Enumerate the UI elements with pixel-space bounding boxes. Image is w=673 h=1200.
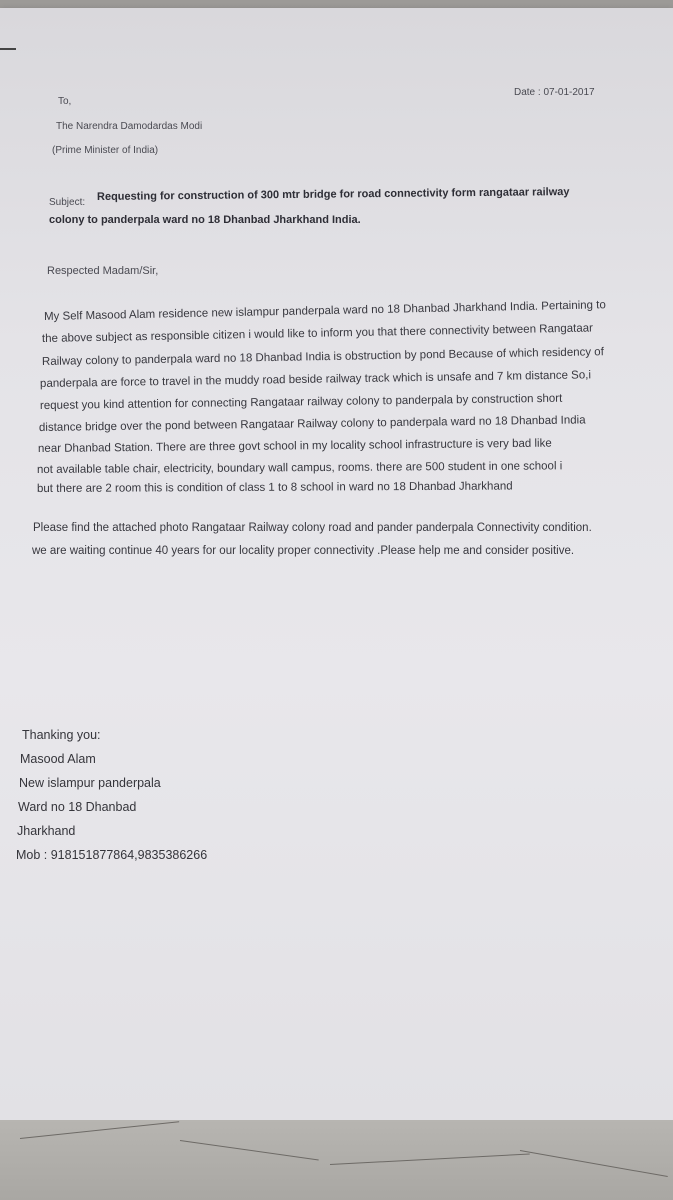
floor-crack — [330, 1154, 530, 1165]
closing-line: we are waiting continue 40 years for our locality proper connectivity .Please help me and consider positive. — [32, 545, 575, 557]
body-line: distance bridge over the pond between Rangataar Railway colony to panderpala ward no 18 Dhanbad India — [38, 414, 586, 434]
letter-date: Date : 07-01-2017 — [514, 87, 595, 98]
signature-line: Jharkhand — [17, 824, 76, 838]
recipient-title: (Prime Minister of India) — [52, 145, 159, 156]
signature-line: Thanking you: — [22, 728, 101, 742]
closing-line: Please find the attached photo Rangataar Railway colony road and pander panderpala Connectivity condition. — [33, 522, 592, 534]
address-to: To, — [58, 96, 72, 107]
body-line: My Self Masood Alam residence new islampur panderpala ward no 18 Dhanbad Jharkhand India. Pertaining to — [43, 299, 606, 323]
letter-page — [0, 8, 673, 1120]
signature-phone: Mob : 918151877864,9835386266 — [16, 848, 208, 862]
recipient-name: The Narendra Damodardas Modi — [56, 121, 203, 132]
signature-line: New islampur panderpala — [19, 776, 161, 790]
floor-crack — [520, 1150, 668, 1177]
subject-label: Subject: — [49, 197, 86, 208]
subject-line: colony to panderpala ward no 18 Dhanbad Jharkhand India. — [49, 214, 361, 226]
body-line: panderpala are force to travel in the muddy road beside railway track which is unsafe and 7 km distance So,i — [39, 369, 592, 390]
floor-crack — [180, 1140, 319, 1160]
floor-surface — [0, 1120, 673, 1200]
body-line: not available table chair, electricity, boundary wall campus, rooms. there are 500 student in one school i — [36, 460, 563, 476]
salutation: Respected Madam/Sir, — [47, 265, 159, 277]
subject-line: Requesting for construction of 300 mtr bridge for road connectivity form rangataar railway — [96, 186, 570, 203]
body-line: near Dhanbad Station. There are three govt school in my locality school infrastructure is very bad like — [37, 437, 552, 455]
body-line: Railway colony to panderpala ward no 18 Dhanbad India is obstruction by pond Because of which residency of — [41, 346, 604, 368]
signature-line: Ward no 18 Dhanbad — [18, 800, 137, 814]
edge-mark — [0, 48, 16, 50]
body-line: but there are 2 room this is condition of class 1 to 8 school in ward no 18 Dhanbad Jharkhand — [36, 480, 513, 495]
signature-name: Masood Alam — [20, 752, 96, 766]
body-line: the above subject as responsible citizen i would like to inform you that there connectivity between Rangataar — [41, 322, 594, 345]
floor-crack — [20, 1121, 179, 1139]
body-line: request you kind attention for connecting Rangataar railway colony to panderpala by construction short — [39, 392, 563, 412]
